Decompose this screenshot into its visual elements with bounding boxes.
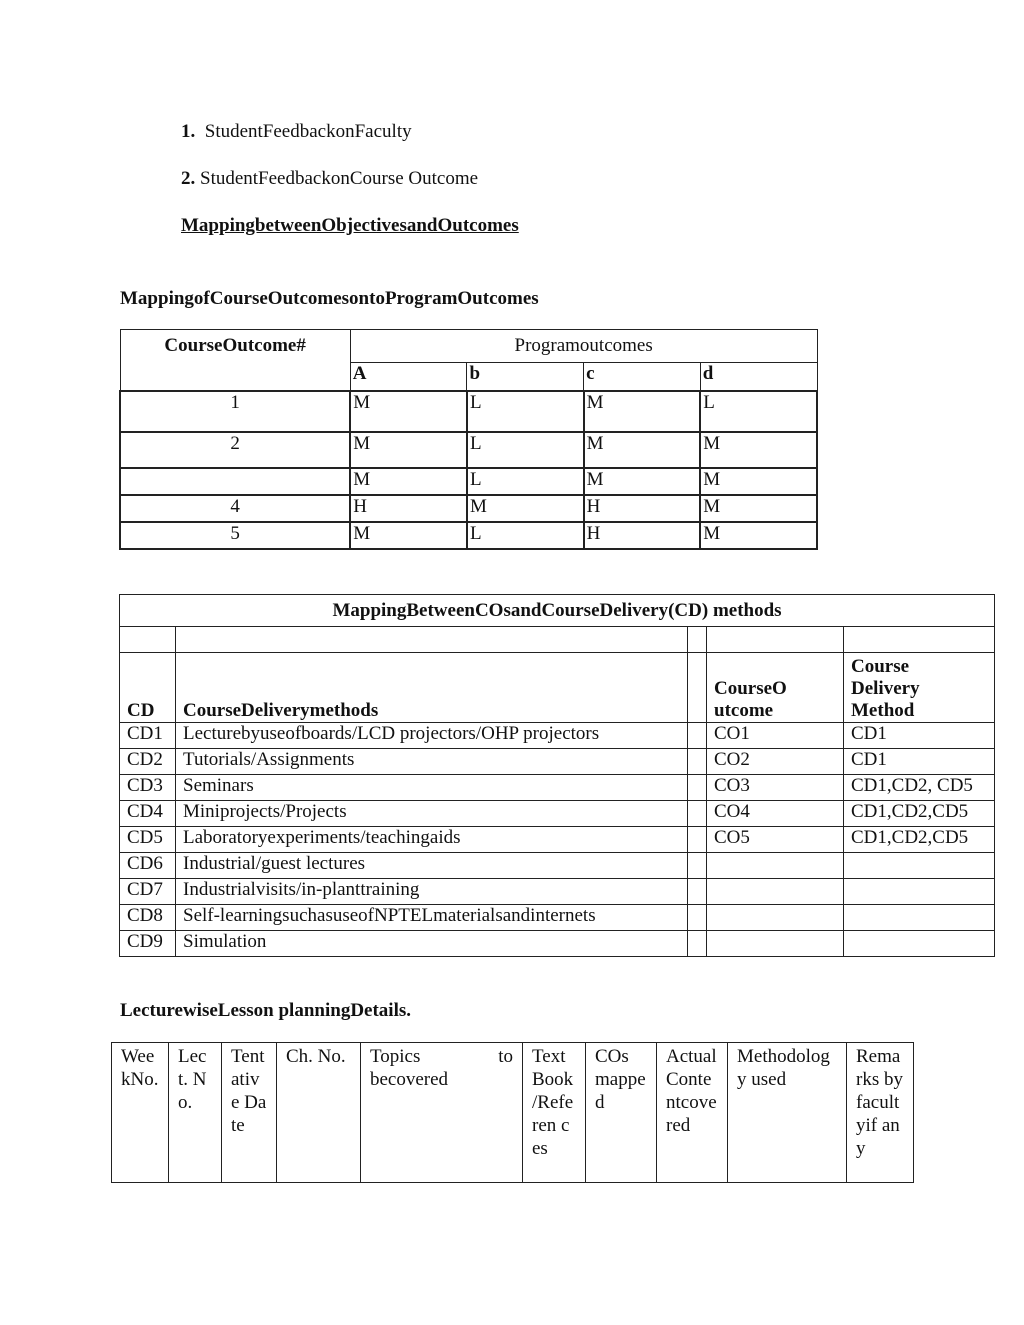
cd-delivery: CD1,CD2,CD5 [844,801,995,827]
po-subheader: d [700,363,817,391]
cd-method: Seminars [176,775,688,801]
cd-co [707,905,844,931]
po-value: M [700,495,817,522]
po-value: L [467,468,584,495]
header-remarks: Remarks byfacultyif any [847,1043,914,1183]
po-value: L [467,391,584,432]
cd-delivery: CD1 [844,749,995,775]
co-number [120,468,350,495]
cd-co [707,879,844,905]
cd-delivery [844,905,995,931]
table-row [120,468,817,495]
header-methodology: Methodology used [728,1043,847,1183]
po-value: M [467,495,584,522]
cd-method: Miniprojects/Projects [176,801,688,827]
table-row [120,801,995,827]
cd-method: Industrialvisits/in-planttraining [176,879,688,905]
table-row [120,931,995,957]
po-value: M [350,468,467,495]
cd-co: CO5 [707,827,844,853]
item-number: 2. [181,168,196,189]
cd-code: CD6 [120,853,176,879]
header-actual-content: ActualContentcovered [657,1043,728,1183]
co-number: 2 [120,432,350,468]
cd-co: CO2 [707,749,844,775]
po-value: H [584,522,701,549]
cd-co [707,931,844,957]
header-course-outcome: CourseO utcome [707,653,844,723]
po-value: M [700,468,817,495]
table-row [120,391,817,432]
po-mapping-table [119,329,818,550]
cd-table-title: MappingBetweenCOsandCourseDelivery(CD) methods [120,595,995,627]
header-course-delivery-method [844,653,995,723]
cd-code: CD4 [120,801,176,827]
table-row [120,879,995,905]
header-course-delivery-methods: CourseDeliverymethods [176,653,688,723]
co-number: 5 [120,522,350,549]
po-subheader: c [584,363,701,391]
cd-method: Lecturebyuseofboards/LCD projectors/OHP projectors [176,723,688,749]
item-text: StudentFeedbackonCourse Outcome [200,168,479,189]
table-row [120,749,995,775]
item-text: StudentFeedbackonFaculty [204,121,412,142]
table-row [120,827,995,853]
item-1 [181,121,412,143]
po-value: M [700,432,817,468]
po-value: H [350,495,467,522]
cd-code: CD8 [120,905,176,931]
po-value: L [700,391,817,432]
po-subheader: b [467,363,584,391]
cd-co: CO1 [707,723,844,749]
header-topics: Topics to becovered [361,1043,523,1183]
cd-delivery [844,931,995,957]
header-week-no: WeekNo. [112,1043,169,1183]
cd-delivery [844,879,995,905]
cd-method: Laboratoryexperiments/teachingaids [176,827,688,853]
cd-method: Self-learningsuchasuseofNPTELmaterialsandinternets [176,905,688,931]
cd-co [707,853,844,879]
table-row [120,905,995,931]
table-row [120,853,995,879]
cd-delivery: CD1 [844,723,995,749]
header-cos-mapped: COs mapped [586,1043,657,1183]
item-number: 1. [181,121,196,142]
cd-code: CD7 [120,879,176,905]
heading-lesson-planning: LecturewiseLesson planningDetails. [120,1000,412,1021]
po-value: M [350,432,467,468]
cd-delivery [844,853,995,879]
cd-code: CD2 [120,749,176,775]
po-value: M [350,522,467,549]
table-row [120,522,817,549]
header-cd: CD [120,653,176,723]
po-value: M [584,391,701,432]
header-lect-no: Lect. No. [169,1043,222,1183]
header-tentative-date: Tentative Date [222,1043,277,1183]
cd-mapping-table [119,594,995,957]
po-value: M [584,468,701,495]
header-text-book: Text Book /Referen ces [523,1043,586,1183]
cd-co: CO4 [707,801,844,827]
cd-delivery: CD1,CD2, CD5 [844,775,995,801]
lesson-planning-table [111,1042,914,1183]
cd-co: CO3 [707,775,844,801]
po-subheader: A [350,363,467,391]
table-row [120,432,817,468]
item-2 [181,168,478,190]
cd-code: CD5 [120,827,176,853]
cd-method: Tutorials/Assignments [176,749,688,775]
po-value: L [467,432,584,468]
co-number: 1 [120,391,350,432]
cd-code: CD1 [120,723,176,749]
header-course-outcome: CourseOutcome# [120,330,350,391]
table-row [120,775,995,801]
po-value: H [584,495,701,522]
table-row [120,723,995,749]
po-value: M [350,391,467,432]
header-ch-no: Ch. No. [277,1043,361,1183]
cd-code: CD3 [120,775,176,801]
po-value: M [584,432,701,468]
cd-method: Industrial/guest lectures [176,853,688,879]
heading-objectives: MappingbetweenObjectivesandOutcomes [181,215,519,236]
po-value: M [700,522,817,549]
co-number: 4 [120,495,350,522]
cd-delivery: CD1,CD2,CD5 [844,827,995,853]
cd-code: CD9 [120,931,176,957]
heading-po-mapping: MappingofCourseOutcomesontoProgramOutcomes [120,288,539,309]
po-value: L [467,522,584,549]
header-course-delivery-method-text: Course Delivery Method [851,656,920,721]
header-program-outcomes: Programoutcomes [350,330,817,363]
cd-method: Simulation [176,931,688,957]
table-row [120,495,817,522]
